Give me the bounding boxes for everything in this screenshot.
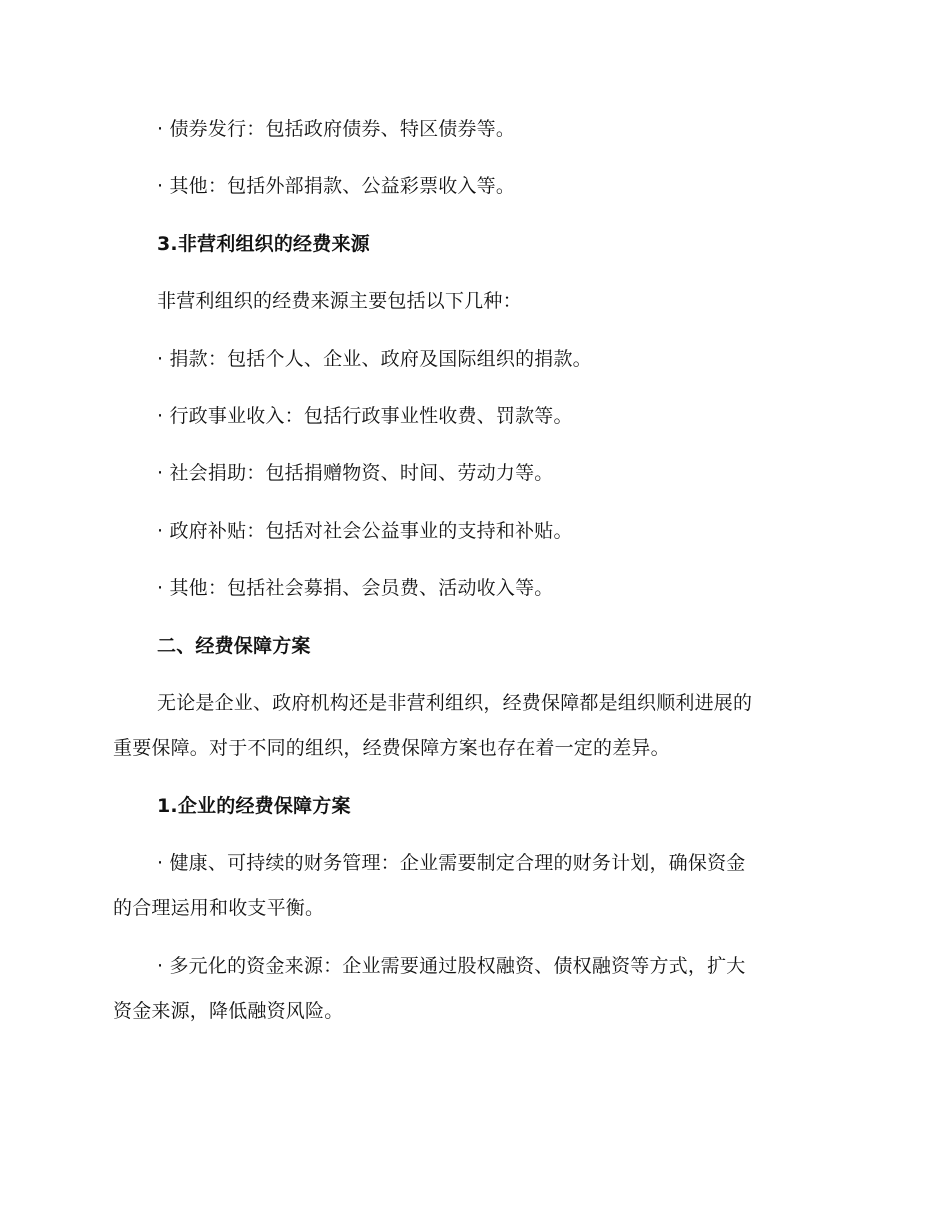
bullet-administrative-income: · 行政事业收入：包括行政事业性收费、罚款等。 — [157, 405, 573, 427]
section-heading-funding-plan: 二、经费保障方案 — [157, 635, 311, 657]
bullet-diversified-funding-line2: 资金来源，降低融资风险。 — [113, 1000, 344, 1022]
bullet-diversified-funding-line1: · 多元化的资金来源：企业需要通过股权融资、债权融资等方式，扩大 — [157, 955, 746, 977]
bullet-financial-management-line2: 的合理运用和收支平衡。 — [113, 897, 325, 919]
paragraph-funding-plan-line1: 无论是企业、政府机构还是非营利组织，经费保障都是组织顺利进展的 — [157, 692, 753, 714]
bullet-social-donations: · 社会捐助：包括捐赠物资、时间、劳动力等。 — [157, 462, 554, 484]
section-heading-nonprofit-funding: 3.非营利组织的经费来源 — [157, 233, 370, 255]
bullet-financial-management-line1: · 健康、可持续的财务管理：企业需要制定合理的财务计划，确保资金 — [157, 852, 746, 874]
paragraph-nonprofit-intro: 非营利组织的经费来源主要包括以下几种： — [157, 290, 522, 312]
bullet-other-income: · 其他：包括外部捐款、公益彩票收入等。 — [157, 175, 516, 197]
section-heading-enterprise-plan: 1.企业的经费保障方案 — [157, 795, 351, 817]
bullet-donations: · 捐款：包括个人、企业、政府及国际组织的捐款。 — [157, 348, 592, 370]
bullet-government-subsidy: · 政府补贴：包括对社会公益事业的支持和补贴。 — [157, 520, 573, 542]
bullet-other-nonprofit: · 其他：包括社会募捐、会员费、活动收入等。 — [157, 577, 554, 599]
paragraph-funding-plan-line2: 重要保障。对于不同的组织，经费保障方案也存在着一定的差异。 — [113, 737, 670, 759]
bullet-bond-issuance: · 债券发行：包括政府债券、特区债券等。 — [157, 118, 516, 140]
